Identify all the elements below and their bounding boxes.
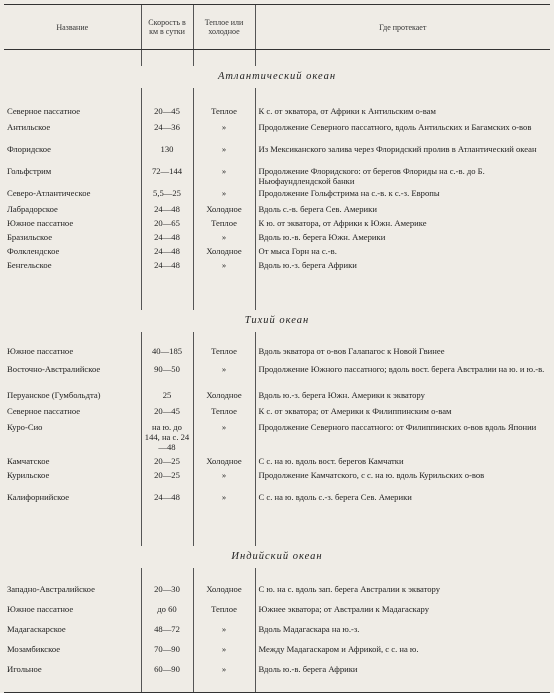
table-row bbox=[4, 604, 550, 624]
section-title: Индийский океан bbox=[231, 551, 323, 562]
current-where: С с. на ю. вдоль вост. берегов Камчатки bbox=[255, 456, 550, 470]
table-row bbox=[4, 406, 550, 422]
current-speed: 48—72 bbox=[141, 624, 193, 644]
spacer-cell bbox=[255, 512, 550, 546]
current-type: » bbox=[193, 664, 255, 684]
current-where: Вдоль с.-в. берега Сев. Америки bbox=[255, 204, 550, 218]
current-type: Холодное bbox=[193, 584, 255, 604]
current-speed: 72—144 bbox=[141, 166, 193, 188]
current-where: С с. на ю. вдоль с.-з. берега Сев. Америки bbox=[255, 492, 550, 512]
current-speed: 130 bbox=[141, 144, 193, 166]
spacer-cell bbox=[255, 332, 550, 346]
section-title-row bbox=[4, 66, 550, 88]
spacer-row bbox=[4, 568, 550, 584]
section-title-row bbox=[4, 310, 550, 332]
table-row bbox=[4, 492, 550, 512]
current-type: » bbox=[193, 644, 255, 664]
current-speed: 20—30 bbox=[141, 584, 193, 604]
current-name: Южное пассатное bbox=[7, 218, 74, 228]
current-speed: 25 bbox=[141, 390, 193, 406]
spacer-cell bbox=[255, 276, 550, 310]
table-row bbox=[4, 422, 550, 456]
current-type: » bbox=[193, 364, 255, 390]
table-row bbox=[4, 346, 550, 364]
spacer-cell bbox=[193, 276, 255, 310]
current-type: » bbox=[193, 166, 255, 188]
current-type: Холодное bbox=[193, 390, 255, 406]
current-name: Южное пассатное bbox=[7, 346, 74, 356]
current-name: Фолклендское bbox=[7, 246, 60, 256]
table-row bbox=[4, 144, 550, 166]
current-where: Вдоль ю.-в. берега Африки bbox=[255, 664, 550, 684]
table-row bbox=[4, 470, 550, 492]
current-where: Между Мадагаскаром и Африкой, с с. на ю. bbox=[255, 644, 550, 664]
header-speed: Скорость в км в сутки bbox=[141, 5, 193, 50]
current-speed: 20—45 bbox=[141, 106, 193, 122]
table-row bbox=[4, 166, 550, 188]
current-speed: 20—45 bbox=[141, 406, 193, 422]
spacer-cell bbox=[193, 568, 255, 584]
table-row bbox=[4, 390, 550, 406]
spacer-cell bbox=[4, 332, 141, 346]
spacer-row bbox=[4, 512, 550, 546]
current-speed: 24—48 bbox=[141, 232, 193, 246]
current-where: Вдоль ю.-в. берега Южн. Америки bbox=[255, 232, 550, 246]
table-row bbox=[4, 260, 550, 276]
current-speed: 60—90 bbox=[141, 664, 193, 684]
current-name: Восточно-Австралийское bbox=[7, 364, 101, 374]
spacer-cell bbox=[193, 512, 255, 546]
current-where: Южнее экватора; от Австралии к Мадагаскару bbox=[255, 604, 550, 624]
current-where: Вдоль ю.-з. берега Южн. Америки к экватору bbox=[255, 390, 550, 406]
current-type: » bbox=[193, 144, 255, 166]
spacer-row bbox=[4, 684, 550, 693]
current-speed: 70—90 bbox=[141, 644, 193, 664]
table-row bbox=[4, 624, 550, 644]
current-type: Теплое bbox=[193, 106, 255, 122]
current-where: Продолжение Северного пассатного, вдоль Антильских и Багамских о-вов bbox=[255, 122, 550, 144]
spacer-cell bbox=[193, 684, 255, 693]
current-speed: 20—65 bbox=[141, 218, 193, 232]
current-speed: 24—36 bbox=[141, 122, 193, 144]
currents-table-page bbox=[4, 4, 550, 693]
current-speed: 24—48 bbox=[141, 260, 193, 276]
spacer-cell bbox=[193, 332, 255, 346]
current-speed: 24—48 bbox=[141, 204, 193, 218]
current-name: Мозамбикское bbox=[7, 644, 61, 654]
current-name: Куро-Сио bbox=[7, 422, 43, 432]
spacer-cell bbox=[193, 50, 255, 67]
spacer-cell bbox=[4, 512, 141, 546]
spacer-cell bbox=[193, 88, 255, 106]
current-name: Южное пассатное bbox=[7, 604, 74, 614]
table-row bbox=[4, 106, 550, 122]
current-type: Теплое bbox=[193, 346, 255, 364]
spacer-cell bbox=[4, 50, 141, 67]
current-speed: 20—25 bbox=[141, 456, 193, 470]
spacer-cell bbox=[255, 50, 550, 67]
current-name: Антильское bbox=[7, 122, 51, 132]
current-type: » bbox=[193, 122, 255, 144]
spacer-cell bbox=[4, 684, 141, 693]
table-row bbox=[4, 364, 550, 390]
spacer-cell bbox=[4, 276, 141, 310]
table-row bbox=[4, 664, 550, 684]
current-type: Теплое bbox=[193, 604, 255, 624]
current-type: » bbox=[193, 624, 255, 644]
spacer-row bbox=[4, 276, 550, 310]
current-speed: до 60 bbox=[141, 604, 193, 624]
spacer-cell bbox=[255, 684, 550, 693]
section-title: Атлантический океан bbox=[217, 71, 337, 82]
spacer-cell bbox=[141, 50, 193, 67]
current-name: Перуанское (Гумбольдта) bbox=[7, 390, 101, 400]
spacer-row bbox=[4, 332, 550, 346]
current-type: » bbox=[193, 188, 255, 204]
spacer-cell bbox=[4, 88, 141, 106]
current-where: К с. от экватора, от Африки к Антильским о-вам bbox=[255, 106, 550, 122]
current-name: Камчатское bbox=[7, 456, 50, 466]
current-where: Вдоль ю.-з. берега Африки bbox=[255, 260, 550, 276]
spacer-cell bbox=[141, 512, 193, 546]
current-name: Северное пассатное bbox=[7, 406, 81, 416]
section-title-row bbox=[4, 546, 550, 568]
spacer-cell bbox=[255, 568, 550, 584]
current-name: Гольфстрим bbox=[7, 166, 52, 176]
current-where: Продолжение Северного пассатного: от Филиппинских о-вов вдоль Японии bbox=[255, 422, 550, 456]
table-row bbox=[4, 644, 550, 664]
current-name: Флоридское bbox=[7, 144, 51, 154]
current-type: Холодное bbox=[193, 246, 255, 260]
table-row bbox=[4, 584, 550, 604]
spacer-row bbox=[4, 50, 550, 67]
current-speed: 90—50 bbox=[141, 364, 193, 390]
current-speed: 20—25 bbox=[141, 470, 193, 492]
current-where: Продолжение Флоридского: от берегов Флориды на с.-в. до Б. Ньюфаундлендской банки bbox=[255, 166, 550, 188]
current-speed: 24—48 bbox=[141, 246, 193, 260]
header-row bbox=[4, 5, 550, 50]
current-speed: 40—185 bbox=[141, 346, 193, 364]
current-where: К ю. от экватора, от Африки к Южн. Америке bbox=[255, 218, 550, 232]
current-where: Вдоль Мадагаскара на ю.-з. bbox=[255, 624, 550, 644]
spacer-row bbox=[4, 88, 550, 106]
table-row bbox=[4, 122, 550, 144]
current-type: » bbox=[193, 232, 255, 246]
table-row bbox=[4, 218, 550, 232]
spacer-cell bbox=[4, 568, 141, 584]
header-type: Теплое или холодное bbox=[193, 5, 255, 50]
spacer-cell bbox=[141, 276, 193, 310]
current-name: Северо-Атлантическое bbox=[7, 188, 91, 198]
table-row bbox=[4, 246, 550, 260]
current-where: Вдоль экватора от о-вов Галапагос к Новой Гвинее bbox=[255, 346, 550, 364]
current-name: Бразильское bbox=[7, 232, 53, 242]
ocean-currents-table bbox=[4, 4, 550, 693]
current-name: Калифорнийское bbox=[7, 492, 70, 502]
current-name: Курильское bbox=[7, 470, 50, 480]
current-speed: на ю. до 144, на с. 24—48 bbox=[141, 422, 193, 456]
current-name: Западно-Австралийское bbox=[7, 584, 95, 594]
current-where: Продолжение Южного пассатного; вдоль вост. берега Австралии на ю. и ю.-в. bbox=[255, 364, 550, 390]
current-type: » bbox=[193, 260, 255, 276]
current-type: Холодное bbox=[193, 204, 255, 218]
current-type: Теплое bbox=[193, 218, 255, 232]
current-where: К с. от экватора; от Америки к Филиппинским о-вам bbox=[255, 406, 550, 422]
table-body bbox=[4, 50, 550, 693]
current-type: » bbox=[193, 492, 255, 512]
header-name: Название bbox=[4, 5, 141, 50]
current-name: Северное пассатное bbox=[7, 106, 81, 116]
current-type: Теплое bbox=[193, 406, 255, 422]
spacer-cell bbox=[255, 88, 550, 106]
current-type: Холодное bbox=[193, 456, 255, 470]
current-type: » bbox=[193, 470, 255, 492]
table-row bbox=[4, 232, 550, 246]
header-where: Где протекает bbox=[255, 5, 550, 50]
spacer-cell bbox=[141, 332, 193, 346]
current-name: Мадагаскарское bbox=[7, 624, 66, 634]
current-name: Лабрадорское bbox=[7, 204, 58, 214]
current-name: Игольное bbox=[7, 664, 42, 674]
table-row bbox=[4, 188, 550, 204]
table-row bbox=[4, 456, 550, 470]
current-where: От мыса Горн на с.-в. bbox=[255, 246, 550, 260]
current-where: С ю. на с. вдоль зап. берега Австралии к экватору bbox=[255, 584, 550, 604]
table-row bbox=[4, 204, 550, 218]
current-type: » bbox=[193, 422, 255, 456]
current-name: Бенгельское bbox=[7, 260, 52, 270]
current-where: Продолжение Гольфстрима на с.-в. к с.-з. Европы bbox=[255, 188, 550, 204]
spacer-cell bbox=[141, 568, 193, 584]
current-speed: 5,5—25 bbox=[141, 188, 193, 204]
spacer-cell bbox=[141, 684, 193, 693]
section-title: Тихий океан bbox=[244, 315, 310, 326]
current-speed: 24—48 bbox=[141, 492, 193, 512]
current-where: Продолжение Камчатского, с с. на ю. вдоль Курильских о-вов bbox=[255, 470, 550, 492]
spacer-cell bbox=[141, 88, 193, 106]
current-where: Из Мексиканского залива через Флоридский пролив в Атлантический океан bbox=[255, 144, 550, 166]
